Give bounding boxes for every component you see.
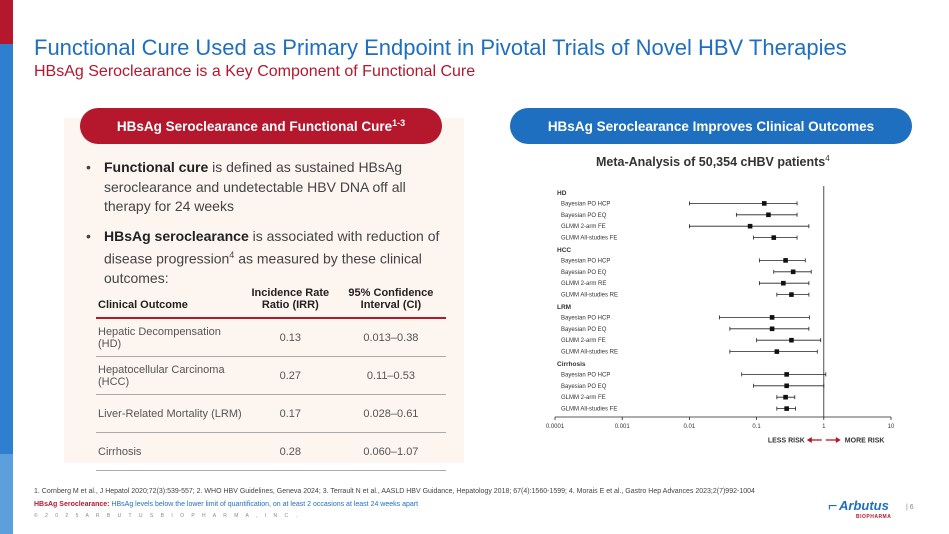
x-tick-label: 0.0001	[545, 424, 565, 430]
bullet2-bold: HBsAg seroclearance	[104, 227, 249, 244]
cell-irr: 0.17	[245, 395, 336, 433]
bullet-seroclearance	[86, 227, 456, 289]
row-label: Bayesian PO EQ	[561, 326, 607, 333]
cell-ci: 0.060–1.07	[336, 433, 446, 471]
col-header-ci: 95% Confidence Interval (CI)	[336, 285, 446, 318]
bullet2-text-end: as measured by these clinical outcomes:	[104, 250, 422, 287]
row-label: GLMM 2-arm RE	[561, 281, 607, 288]
cell-outcome: Cirrhosis	[96, 433, 245, 471]
row-label: GLMM 2-arm FE	[561, 338, 606, 345]
meta-analysis-title	[596, 154, 830, 169]
table-row	[96, 318, 446, 357]
seroclearance-definition	[34, 501, 418, 508]
point-estimate	[766, 213, 771, 218]
point-estimate	[770, 327, 775, 332]
x-tick-label: 1	[822, 424, 826, 430]
cell-outcome: Hepatic Decompensation (HD)	[96, 318, 245, 357]
clinical-outcomes-pill-label: HBsAg Seroclearance Improves Clinical Outcomes	[547, 118, 875, 134]
functional-cure-pill-label: HBsAg Seroclearance and Functional Cure	[116, 118, 393, 134]
row-label: GLMM All-studies FE	[561, 235, 618, 242]
side-accent-bar	[0, 0, 13, 534]
point-estimate	[775, 349, 780, 354]
irr-table	[96, 285, 446, 471]
row-label: GLMM All-studies RE	[561, 349, 619, 356]
group-label: Cirrhosis	[557, 361, 586, 368]
point-estimate	[771, 235, 776, 240]
copyright: © 2 0 2 5 A R B U T U S B I O P H A R M A , I N C .	[34, 513, 300, 519]
point-estimate	[784, 372, 789, 377]
row-label: GLMM All-studies FE	[561, 406, 618, 413]
cell-ci: 0.028–0.61	[336, 395, 446, 433]
cell-ci: 0.11–0.53	[336, 357, 446, 395]
logo-sub: BIOPHARMA	[856, 514, 892, 520]
logo-name: Arbutus	[839, 498, 889, 513]
x-tick-label: 0.01	[683, 424, 696, 430]
col-header-outcome: Clinical Outcome	[96, 285, 245, 318]
arbutus-logo	[828, 497, 898, 519]
functional-cure-pill-ref: 1-3	[392, 118, 406, 128]
cell-outcome: Hepatocellular Carcinoma (HCC)	[96, 357, 245, 395]
arrow-right-icon	[836, 437, 841, 443]
definition-bullets	[86, 158, 456, 299]
side-accent-red	[0, 0, 13, 44]
point-estimate	[783, 395, 788, 400]
bullet2-text: is associated with reduction of disease progression	[104, 227, 440, 267]
row-label: Bayesian PO HCP	[561, 315, 611, 322]
functional-cure-pill	[80, 108, 442, 144]
less-risk-label: LESS RISK	[767, 437, 805, 445]
point-estimate	[784, 384, 789, 389]
point-estimate	[791, 270, 796, 275]
definition-text: HBsAg levels below the lower limit of quantification, on at least 2 occasions at least 24 weeks apart	[109, 501, 419, 508]
row-label: Bayesian PO HCP	[561, 258, 611, 265]
group-label: LRM	[557, 304, 572, 311]
meta-analysis-ref: 4	[825, 154, 830, 163]
bullet1-bold: Functional cure	[104, 159, 209, 175]
row-label: Bayesian PO HCP	[561, 372, 611, 379]
x-tick-label: 0.1	[752, 424, 761, 430]
bullet-functional-cure	[86, 158, 456, 217]
x-tick-label: 10	[887, 424, 895, 430]
clinical-outcomes-pill	[510, 108, 912, 144]
point-estimate	[748, 224, 753, 229]
bullet-dot-icon: •	[86, 159, 91, 175]
arbutus-leaf-icon: ⌐	[828, 498, 838, 515]
point-estimate	[781, 281, 786, 286]
arrow-left-icon	[807, 437, 812, 443]
row-label: GLMM All-studies RE	[561, 292, 619, 299]
cell-outcome: Liver-Related Mortality (LRM)	[96, 395, 245, 433]
side-accent-blue	[0, 44, 13, 454]
cell-irr: 0.13	[245, 318, 336, 357]
table-row	[96, 433, 446, 471]
point-estimate	[784, 406, 789, 411]
table-row	[96, 357, 446, 395]
references-footnote: 1. Cornberg M et al., J Hepatol 2020;72(3):539-557; 2. WHO HBV Guidelines, Geneva 2024; 3. Terrault N et al., AASLD HBV Guidance, Hepatology 2018; 67(4):1560-1599; 4. Morais E et al., Gastro Hep Advances 2023;2(7)992-1004	[34, 488, 755, 495]
definition-label: HBsAg Seroclearance:	[34, 501, 110, 508]
row-label: Bayesian PO EQ	[561, 383, 607, 390]
row-label: GLMM 2-arm FE	[561, 224, 606, 231]
row-label: Bayesian PO EQ	[561, 269, 607, 276]
bullet-dot-icon: •	[86, 227, 91, 244]
forest-plot	[540, 183, 910, 453]
col-header-irr: Incidence Rate Ratio (IRR)	[245, 285, 336, 318]
bullet1-text: is defined as sustained HBsAg seroclearance and undetectable HBV DNA off all therapy for 24 weeks	[104, 159, 406, 214]
page-number: | 6	[906, 504, 914, 511]
irr-table-header	[96, 285, 446, 318]
slide-subtitle: HBsAg Seroclearance is a Key Component of Functional Cure	[34, 63, 476, 80]
row-label: Bayesian PO EQ	[561, 212, 607, 219]
group-label: HD	[557, 190, 567, 197]
point-estimate	[762, 201, 767, 206]
cell-irr: 0.27	[245, 357, 336, 395]
group-label: HCC	[557, 247, 572, 254]
point-estimate	[789, 292, 794, 297]
point-estimate	[770, 315, 775, 320]
bullet2-ref: 4	[229, 250, 235, 260]
meta-analysis-title-text: Meta-Analysis of 50,354 cHBV patients	[596, 155, 826, 170]
side-accent-light-blue	[0, 454, 13, 534]
slide-title: Functional Cure Used as Primary Endpoint in Pivotal Trials of Novel HBV Therapies	[34, 35, 847, 60]
point-estimate	[783, 258, 788, 263]
cell-irr: 0.28	[245, 433, 336, 471]
point-estimate	[789, 338, 794, 343]
row-label: GLMM 2-arm FE	[561, 395, 606, 402]
cell-ci: 0.013–0.38	[336, 318, 446, 357]
more-risk-label: MORE RISK	[844, 437, 885, 445]
table-row	[96, 395, 446, 433]
x-tick-label: 0.001	[614, 424, 630, 430]
row-label: Bayesian PO HCP	[561, 201, 611, 208]
